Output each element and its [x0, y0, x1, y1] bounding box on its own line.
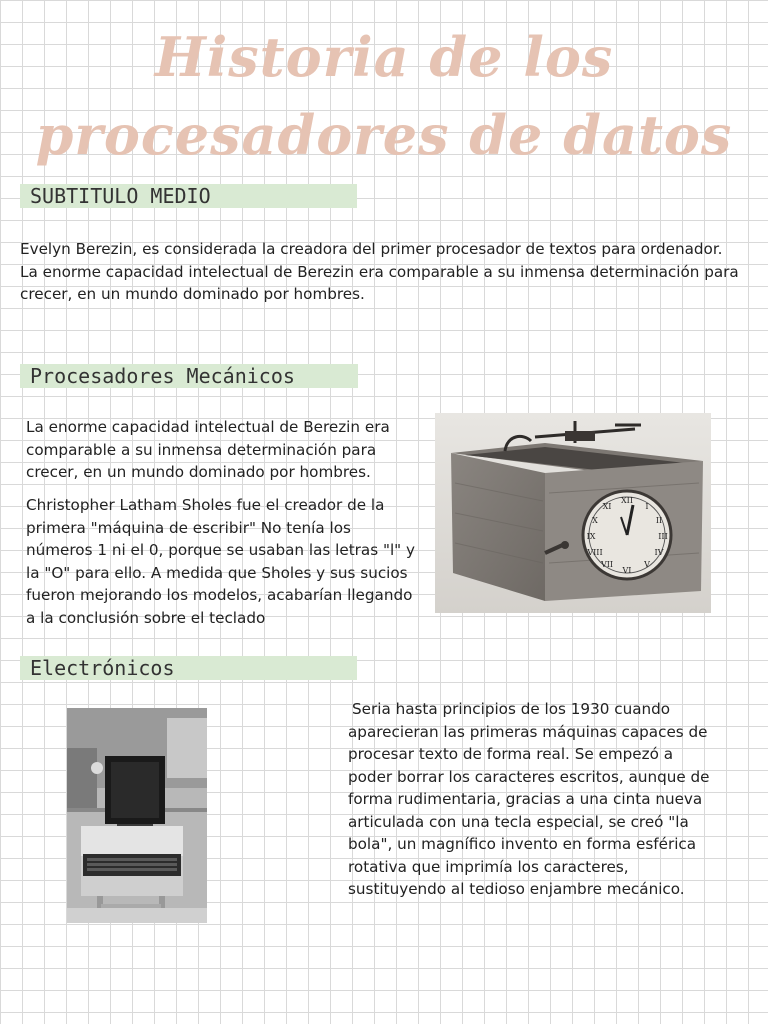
- svg-text:XII: XII: [620, 496, 634, 505]
- mechanical-typewriter-photo: [435, 413, 711, 613]
- mechanical-paragraph-2: Christopher Latham Sholes fue el creador de la primera "máquina de escribir" No tenía los números 1 ni el 0, porque se usaban las letras "l" y la "O" para ello. A medida que Sholes y sus sucios fueron mejorando los modelos, acabarían llegando a la conclusión sobre el teclado: [26, 496, 415, 627]
- svg-text:I: I: [645, 502, 649, 511]
- electronics-heading: Electrónicos: [20, 656, 357, 680]
- page-title: Historia de los procesadores de datos: [35, 25, 733, 167]
- svg-text:VI: VI: [622, 566, 632, 575]
- mechanical-paragraph-1: La enorme capacidad intelectual de Berezin era comparable a su inmensa determinación para crecer, en un mundo dominado por hombres.: [26, 418, 390, 481]
- svg-text:V: V: [644, 560, 650, 569]
- mechanical-processors-heading: Procesadores Mecánicos: [20, 364, 358, 388]
- word-processor-illustration: [67, 708, 207, 923]
- typewriter-box-illustration: [435, 413, 711, 613]
- svg-text:IV: IV: [654, 548, 664, 557]
- intro-paragraph: Evelyn Berezin, es considerada la creadora del primer procesador de textos para ordenador. La enorme capacidad intelectual de Berezin era comparable a su inmensa determinación para crecer, en un mundo dominado por hombres.: [20, 240, 739, 303]
- svg-text:IX: IX: [586, 532, 596, 541]
- svg-text:III: III: [658, 532, 668, 541]
- svg-text:XI: XI: [602, 502, 612, 511]
- electronic-processor-photo: [67, 708, 207, 923]
- subtitle-medio-heading: SUBTITULO MEDIO: [20, 184, 357, 208]
- svg-text:VII: VII: [600, 560, 614, 569]
- svg-text:VIII: VIII: [587, 548, 603, 557]
- electronics-paragraph: Seria hasta principios de los 1930 cuando aparecieran las primeras máquinas capaces de procesar texto de forma real. Se empezó a poder borrar los caracteres escritos, aunque de forma rudimentaria, gracias a una cinta nueva articulada con una tecla especial, se creó "la bola", un magnífico invento en forma esférica rotativa que imprimía los caracteres, sustituyendo al tedioso enjambre mecánico.: [348, 700, 710, 898]
- svg-text:X: X: [592, 516, 598, 525]
- svg-text:II: II: [655, 516, 663, 525]
